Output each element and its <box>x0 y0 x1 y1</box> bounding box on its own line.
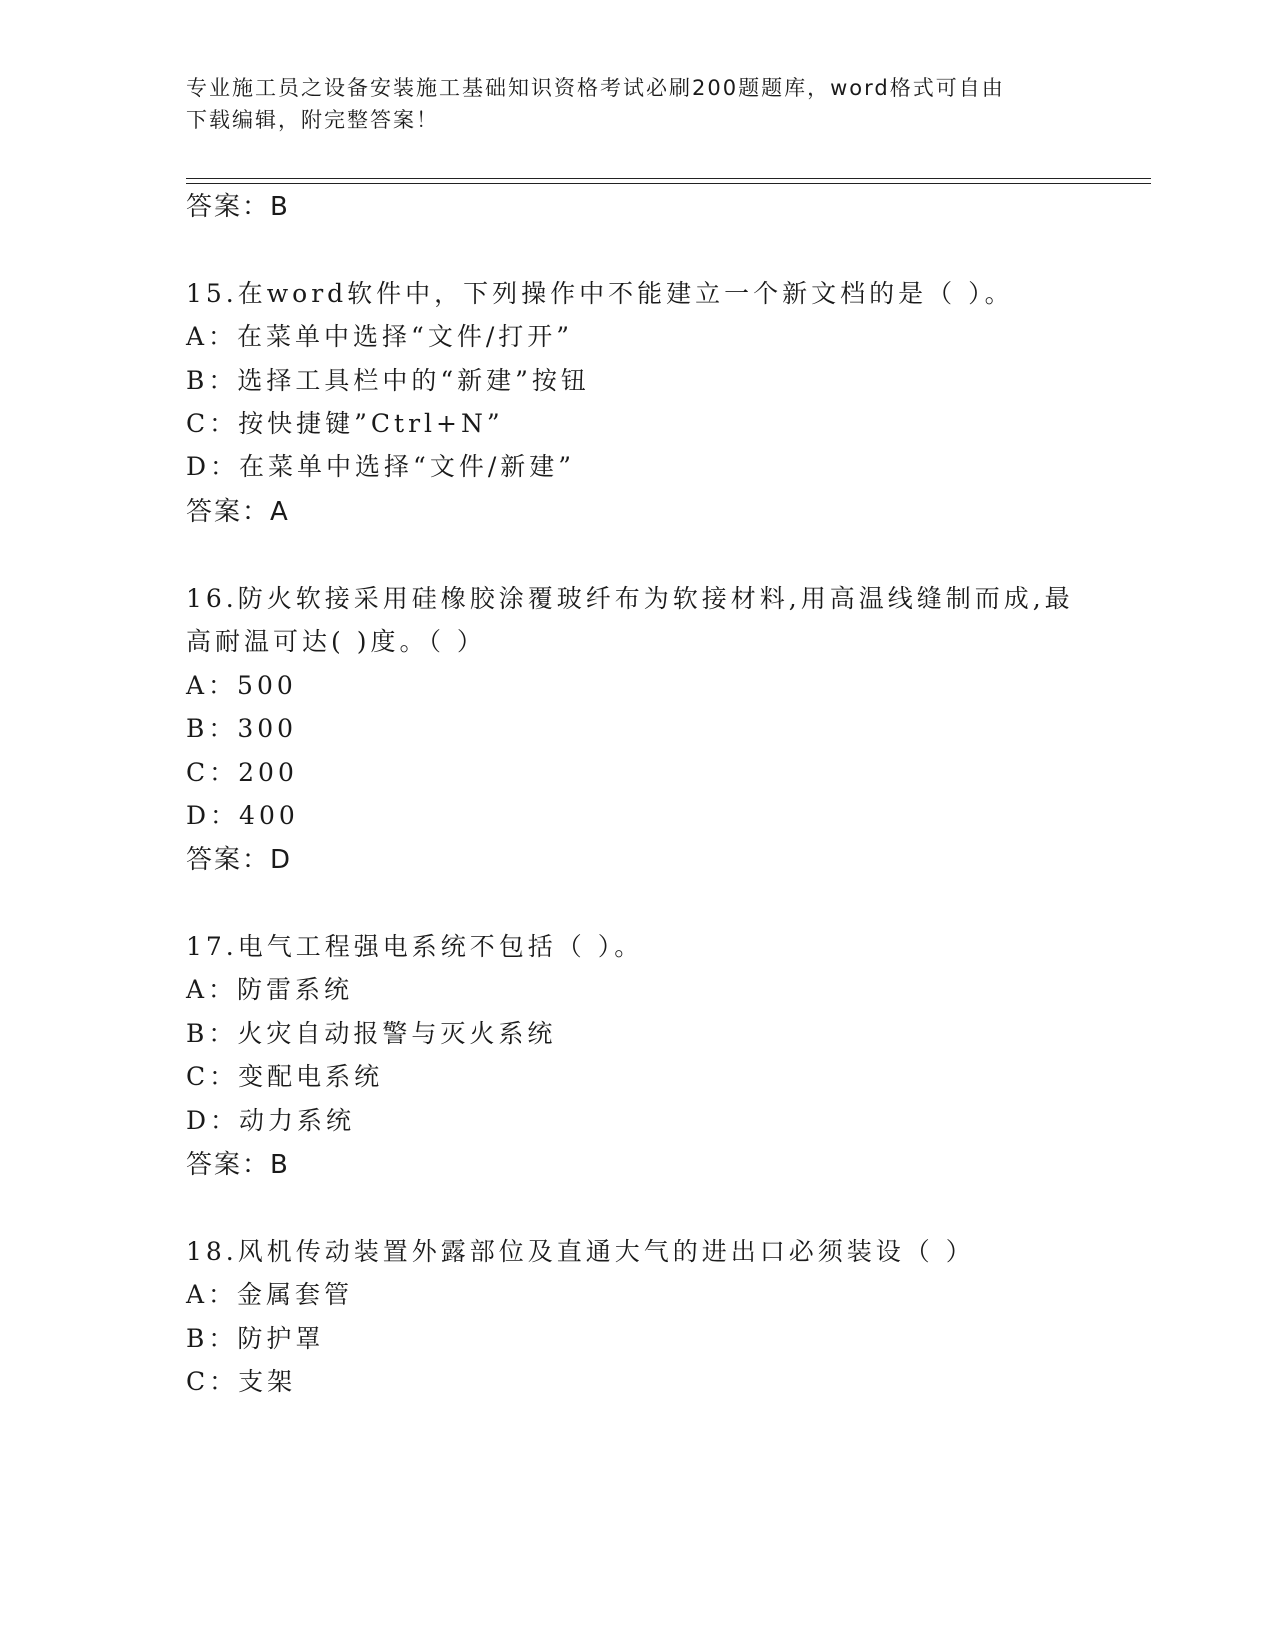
question-16-option-c: C：200 <box>186 758 298 787</box>
question-15-option-b: B：选择工具栏中的“新建”按钮 <box>186 366 590 395</box>
answer-14: 答案：B <box>186 192 290 222</box>
question-18-option-a: A：金属套管 <box>186 1280 354 1309</box>
question-17-text: 17.电气工程强电系统不包括（ ）。 <box>186 932 644 961</box>
header-divider-top <box>186 178 1151 179</box>
question-17-option-d: D：动力系统 <box>186 1106 356 1135</box>
question-15-text: 15.在word软件中，下列操作中不能建立一个新文档的是（ ）。 <box>186 279 1014 308</box>
question-18-option-c: C：支架 <box>186 1367 297 1396</box>
answer-16: 答案：D <box>186 845 293 875</box>
question-18-option-b: B：防护罩 <box>186 1324 325 1353</box>
question-17-option-c: C：变配电系统 <box>186 1062 384 1091</box>
question-16-option-b: B：300 <box>186 714 298 743</box>
header-line-2: 下载编辑，附完整答案！ <box>186 108 439 132</box>
question-16-text-line-1: 16.防火软接采用硅橡胶涂覆玻纤布为软接材料,用高温线缝制而成,最 <box>186 584 1074 613</box>
header-line-1: 专业施工员之设备安装施工基础知识资格考试必刷200题题库，word格式可自由 <box>186 76 1005 100</box>
question-17-option-b: B：火灾自动报警与灭火系统 <box>186 1019 557 1048</box>
answer-15: 答案：A <box>186 497 290 527</box>
question-15-option-d: D：在菜单中选择“文件/新建” <box>186 452 576 481</box>
question-15-option-c: C：按快捷键”Ctrl+N” <box>186 409 504 438</box>
answer-17: 答案：B <box>186 1150 290 1180</box>
header-divider-bottom <box>186 183 1151 184</box>
question-15-option-a: A：在菜单中选择“文件/打开” <box>186 322 574 351</box>
question-16-option-d: D：400 <box>186 801 299 830</box>
document-header <box>186 72 1066 136</box>
question-17-option-a: A：防雷系统 <box>186 975 354 1004</box>
question-16-option-a: A：500 <box>186 671 297 700</box>
question-18-text: 18.风机传动装置外露部位及直通大气的进出口必须装设（ ） <box>186 1237 975 1266</box>
question-16-text-line-2: 高耐温可达( )度。（ ） <box>186 627 486 656</box>
